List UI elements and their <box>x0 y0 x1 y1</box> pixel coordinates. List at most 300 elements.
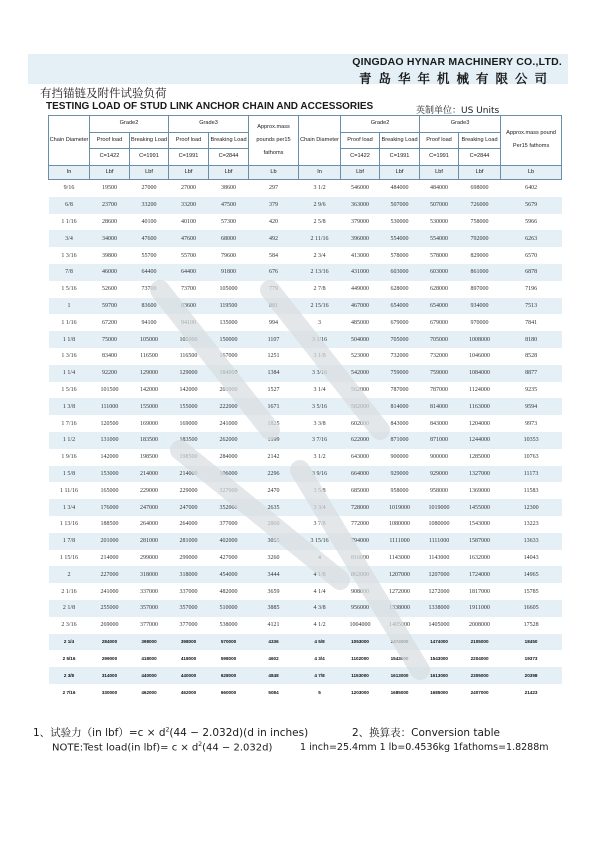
cell-mass-right: 9235 <box>525 386 538 393</box>
cell-mass-right: 10353 <box>501 432 562 449</box>
cell-grade2-breaking: 27000 <box>141 185 157 192</box>
cell-chain-diameter-right: 2 11/16 <box>299 230 341 247</box>
cell-mass: 584 <box>269 252 279 259</box>
cell-chain-diameter: 1 <box>49 298 90 315</box>
cell-grade2-proof: 46000 <box>90 264 130 281</box>
formula-cn-exponent: 2 <box>165 726 170 734</box>
cell-mass: 379 <box>249 197 299 214</box>
table-row <box>49 331 562 348</box>
cell-grade2-breaking-right: 578000 <box>390 252 409 259</box>
cell-mass: 492 <box>249 230 299 247</box>
cell-chain-diameter-right: 2 13/16 <box>299 264 341 281</box>
cell-grade3-proof: 155000 <box>169 398 209 415</box>
cell-chain-diameter: 1 5/16 <box>61 386 77 393</box>
unit-lb: Lb <box>249 165 299 180</box>
cell-grade3-breaking-right: 1285000 <box>469 454 491 461</box>
cell-grade2-proof-right: 728000 <box>341 499 380 516</box>
cell-grade2-proof-right: 794000 <box>341 533 380 550</box>
cell-grade2-breaking: 398000 <box>130 634 169 651</box>
cell-grade3-proof: 40100 <box>181 218 197 225</box>
cell-grade3-breaking-right: 970000 <box>470 319 489 326</box>
cell-grade2-breaking: 318000 <box>130 566 169 583</box>
cell-grade3-proof-right: 958000 <box>430 487 449 494</box>
header-coefficient: C=1991 <box>130 149 169 166</box>
cell-chain-diameter: 2 7/16 <box>62 689 76 695</box>
cell-grade2-proof-right: 908000 <box>351 588 370 595</box>
cell-chain-diameter-right: 5 <box>318 689 321 695</box>
cell-grade3-proof-right: 1613000 <box>420 667 459 684</box>
header-breaking-load: Breaking Load <box>209 132 249 149</box>
cell-grade3-breaking: 203000 <box>219 386 238 393</box>
cell-grade3-breaking: 57300 <box>221 218 237 225</box>
cell-grade2-proof: 255000 <box>90 600 130 617</box>
cell-grade2-breaking-right: 530000 <box>390 218 409 225</box>
cell-grade3-proof: 142000 <box>179 386 198 393</box>
table-row <box>49 482 562 499</box>
table-row <box>49 264 562 281</box>
cell-mass-right: 8180 <box>501 331 562 348</box>
cell-grade3-proof-right: 507000 <box>420 197 459 214</box>
table-row <box>49 650 562 667</box>
cell-grade3-breaking: 510000 <box>209 600 249 617</box>
cell-grade2-proof-right: 562000 <box>351 386 370 393</box>
cell-grade3-proof-right: 1272000 <box>428 588 450 595</box>
cell-grade3-breaking-right: 1244000 <box>459 432 501 449</box>
cell-grade3-proof-right: 705000 <box>420 331 459 348</box>
cell-grade3-breaking: 306000 <box>209 466 249 483</box>
cell-grade3-proof-right: 1143000 <box>428 554 450 561</box>
cell-grade2-breaking-right: 705000 <box>380 331 420 348</box>
cell-grade3-proof: 299000 <box>179 554 198 561</box>
cell-grade2-proof: 165000 <box>100 487 119 494</box>
conversion-title: 2、换算表：Conversion table <box>352 727 500 739</box>
cell-grade2-breaking: 229000 <box>140 487 158 494</box>
cell-mass: 3885 <box>249 600 299 617</box>
cell-grade3-proof: 318000 <box>169 566 209 583</box>
cell-grade3-proof-right: 1543000 <box>430 656 448 662</box>
cell-chain-diameter: 3/4 <box>49 230 90 247</box>
table-row <box>49 180 562 197</box>
cell-grade3-proof: 264000 <box>179 521 198 528</box>
table-row <box>49 449 562 466</box>
cell-chain-diameter-right: 2 7/8 <box>313 286 326 293</box>
cell-grade2-proof-right: 816000 <box>351 554 370 561</box>
cell-grade2-breaking: 116500 <box>140 353 158 360</box>
cell-grade3-proof: 214000 <box>169 466 209 483</box>
cell-chain-diameter-right: 3 15/16 <box>299 533 341 550</box>
cell-grade2-proof-right: 685000 <box>351 487 370 494</box>
cell-grade2-proof: 241000 <box>100 588 119 595</box>
cell-grade3-breaking-right: 1163000 <box>459 398 501 415</box>
cell-grade2-proof-right: 523000 <box>351 353 370 360</box>
cell-mass: 3659 <box>267 588 280 595</box>
cell-grade3-breaking-right: 2105000 <box>459 634 501 651</box>
cell-grade3-proof-right: 578000 <box>430 252 449 259</box>
cell-chain-diameter: 1 7/8 <box>49 533 90 550</box>
cell-chain-diameter-right: 4 1/4 <box>313 588 326 595</box>
cell-grade3-breaking: 454000 <box>209 566 249 583</box>
cell-grade2-breaking-right: 787000 <box>390 386 409 393</box>
cell-grade2-breaking: 264000 <box>140 521 158 528</box>
cell-grade2-proof-right: 379000 <box>351 218 370 225</box>
cell-grade3-breaking: 660000 <box>220 689 237 695</box>
table-row <box>49 348 562 365</box>
cell-chain-diameter: 1 9/16 <box>61 454 77 461</box>
cell-grade3-proof: 83600 <box>169 298 209 315</box>
header-proof-load-right: Proof load <box>341 132 380 149</box>
cell-chain-diameter-right: 3 9/16 <box>299 466 341 483</box>
cell-grade3-breaking: 79600 <box>221 252 237 259</box>
cell-mass-right: 6878 <box>501 264 562 281</box>
unit-lbf: Lbf <box>459 165 501 180</box>
cell-chain-diameter: 2 1/16 <box>61 588 77 595</box>
cell-grade3-proof-right: 787000 <box>430 386 449 393</box>
cell-mass: 420 <box>269 218 279 225</box>
cell-mass-right: 7841 <box>525 319 538 326</box>
cell-grade3-breaking-right: 2204000 <box>470 656 489 662</box>
cell-mass: 1671 <box>249 398 299 415</box>
cell-grade2-breaking-right: 1207000 <box>380 566 420 583</box>
cell-grade2-breaking-right: 603000 <box>380 264 420 281</box>
cell-grade3-breaking: 91800 <box>209 264 249 281</box>
cell-grade3-breaking-right: 1369000 <box>469 487 491 494</box>
cell-chain-diameter: 1 1/8 <box>49 331 90 348</box>
cell-grade2-breaking-right: 759000 <box>380 365 420 382</box>
cell-grade2-proof: 19500 <box>102 185 117 192</box>
cell-grade2-breaking: 462000 <box>141 689 157 695</box>
header-chain-diameter: Chain Diameter <box>49 116 90 166</box>
cell-grade2-proof: 284000 <box>90 634 130 651</box>
cell-grade2-breaking-right: 929000 <box>380 466 420 483</box>
cell-grade3-breaking-right: 2008000 <box>469 622 491 629</box>
cell-grade2-breaking-right: 1543000 <box>390 656 409 662</box>
cell-grade3-proof: 198500 <box>179 454 198 461</box>
cell-mass-right: 7196 <box>525 286 538 293</box>
cell-grade2-proof: 214000 <box>100 554 119 561</box>
cell-chain-diameter: 1 13/16 <box>59 521 79 528</box>
header-mass-right: Approx.mass pound Per15 fathoms <box>501 116 562 166</box>
cell-mass: 4121 <box>267 622 280 629</box>
cell-grade2-proof: 52600 <box>102 286 117 293</box>
cell-mass-right: 6570 <box>525 252 538 259</box>
cell-grade2-proof-right: 504000 <box>341 331 380 348</box>
cell-grade2-breaking-right: 654000 <box>380 298 420 315</box>
cell-chain-diameter: 9/16 <box>63 185 75 192</box>
formula-cn <box>33 725 308 740</box>
unit-in: In <box>49 165 90 180</box>
cell-grade2-breaking: 198500 <box>140 454 158 461</box>
table-row <box>49 566 562 583</box>
header-coefficient: C=1422 <box>90 149 130 166</box>
cell-grade3-breaking-right: 1817000 <box>469 588 491 595</box>
cell-grade3-proof-right: 1474000 <box>420 634 459 651</box>
cell-grade3-breaking: 538000 <box>219 622 238 629</box>
cell-mass-right: 9594 <box>501 398 562 415</box>
cell-chain-diameter: 2 3/8 <box>49 667 90 684</box>
cell-grade3-proof-right: 929000 <box>420 466 459 483</box>
cell-grade2-proof-right: 542000 <box>341 365 380 382</box>
title-cn: 有挡锚链及附件试验负荷 <box>40 86 167 100</box>
cell-grade3-breaking-right: 2407000 <box>470 689 489 695</box>
table-row <box>49 398 562 415</box>
table-row <box>49 230 562 247</box>
cell-grade2-proof: 188500 <box>100 521 119 528</box>
cell-grade3-breaking: 427000 <box>219 554 238 561</box>
cell-chain-diameter: 1 15/16 <box>59 554 79 561</box>
cell-grade3-breaking-right: 1587000 <box>459 533 501 550</box>
cell-grade3-proof: 129000 <box>169 365 209 382</box>
cell-chain-diameter: 2 1/4 <box>49 634 90 651</box>
cell-grade3-proof: 116500 <box>179 353 198 360</box>
cell-grade3-breaking-right: 1724000 <box>459 566 501 583</box>
unit-lbf: Lbf <box>380 165 420 180</box>
cell-grade3-proof: 105000 <box>169 331 209 348</box>
cell-grade3-breaking: 119500 <box>209 298 249 315</box>
cell-chain-diameter-right: 4 7/8 <box>299 667 341 684</box>
cell-mass: 5084 <box>268 689 279 695</box>
cell-grade2-breaking: 47600 <box>130 230 169 247</box>
cell-grade2-proof: 131000 <box>90 432 130 449</box>
cell-grade2-breaking: 281000 <box>130 533 169 550</box>
cell-grade3-proof-right: 530000 <box>430 218 449 225</box>
cell-chain-diameter-right: 3 7/16 <box>299 432 341 449</box>
table-row <box>49 214 562 231</box>
cell-mass: 881 <box>249 298 299 315</box>
cell-grade3-breaking-right: 726000 <box>459 197 501 214</box>
cell-grade3-breaking: 47500 <box>209 197 249 214</box>
table-row <box>49 365 562 382</box>
cell-grade2-breaking: 40100 <box>141 218 157 225</box>
cell-grade2-proof: 153000 <box>90 466 130 483</box>
cell-grade3-breaking-right: 1124000 <box>469 386 490 393</box>
cell-chain-diameter: 2 1/8 <box>49 600 90 617</box>
test-load-table <box>48 115 562 701</box>
cell-mass-right: 5679 <box>501 197 562 214</box>
cell-mass-right: 19373 <box>524 656 538 662</box>
cell-grade3-breaking: 135000 <box>219 319 238 326</box>
cell-chain-diameter-right: 3 1/4 <box>313 386 326 393</box>
cell-grade2-proof: 28600 <box>102 218 117 225</box>
cell-grade3-proof-right: 1111000 <box>420 533 459 550</box>
cell-grade2-breaking-right: 843000 <box>390 420 409 427</box>
cell-mass: 994 <box>269 319 279 326</box>
cell-grade2-breaking-right: 1019000 <box>380 499 420 516</box>
cell-grade2-proof-right: 582000 <box>341 398 380 415</box>
cell-mass-right: 10763 <box>523 454 539 461</box>
test-load-table-container <box>48 115 561 701</box>
cell-grade2-proof: 75000 <box>90 331 130 348</box>
cell-grade2-breaking: 214000 <box>130 466 169 483</box>
cell-grade2-breaking-right: 732000 <box>390 353 409 360</box>
unit-lbf: Lbf <box>341 165 380 180</box>
cell-mass-right: 18450 <box>501 634 562 651</box>
header-breaking-load: Breaking Load <box>130 132 169 149</box>
cell-chain-diameter-right: 2 15/16 <box>299 298 341 315</box>
company-name-cn: 青岛华年机械有限公司 <box>358 72 554 86</box>
cell-grade3-breaking: 598000 <box>220 656 237 662</box>
cell-mass: 1107 <box>249 331 299 348</box>
cell-grade3-breaking-right: 934000 <box>459 298 501 315</box>
table-row <box>49 298 562 315</box>
cell-grade2-proof: 39800 <box>102 252 117 259</box>
cell-chain-diameter: 1 3/4 <box>49 499 90 516</box>
cell-grade2-breaking-right: 1272000 <box>389 588 411 595</box>
cell-grade2-breaking-right: 814000 <box>380 398 420 415</box>
conversion-table: 1 inch=25.4mm 1 lb=0.4536kg 1fathoms=1.8288m <box>300 742 549 753</box>
cell-grade3-proof: 183500 <box>169 432 209 449</box>
cell-grade2-proof: 314000 <box>90 667 130 684</box>
cell-grade3-breaking: 68000 <box>209 230 249 247</box>
table-row <box>49 634 562 651</box>
cell-chain-diameter-right: 3 7/8 <box>313 521 326 528</box>
cell-grade2-breaking-right: 679000 <box>390 319 409 326</box>
cell-grade3-breaking-right: 897000 <box>470 286 489 293</box>
cell-chain-diameter-right: 2 3/4 <box>313 252 326 259</box>
cell-chain-diameter-right: 2 5/8 <box>313 218 326 225</box>
cell-mass-right: 14965 <box>501 566 562 583</box>
cell-grade3-breaking-right: 829000 <box>470 252 489 259</box>
cell-grade3-proof: 462000 <box>180 689 197 695</box>
cell-grade3-proof: 377000 <box>179 622 198 629</box>
cell-mass: 1384 <box>249 365 299 382</box>
cell-grade2-proof: 120500 <box>100 420 119 427</box>
title-en: TESTING LOAD OF STUD LINK ANCHOR CHAIN AND ACCESSORIES <box>46 101 374 112</box>
header-grade3-right: Grade3 <box>420 116 501 133</box>
cell-grade3-proof: 281000 <box>169 533 209 550</box>
cell-grade3-breaking: 352000 <box>209 499 249 516</box>
cell-mass: 1999 <box>249 432 299 449</box>
cell-mass: 779 <box>269 286 279 293</box>
cell-grade2-breaking: 83600 <box>130 298 169 315</box>
table-row <box>49 667 562 684</box>
cell-grade3-breaking-right: 1911000 <box>459 600 501 617</box>
cell-grade2-proof: 34000 <box>90 230 130 247</box>
cell-grade3-breaking-right: 1327000 <box>459 466 501 483</box>
cell-chain-diameter: 1 3/16 <box>61 252 77 259</box>
cell-mass-right: 9973 <box>525 420 538 427</box>
cell-grade3-proof-right: 732000 <box>430 353 449 360</box>
cell-grade3-breaking-right: 1008000 <box>459 331 501 348</box>
cell-grade3-breaking: 482000 <box>219 588 238 595</box>
cell-grade2-breaking-right: 484000 <box>390 185 409 192</box>
cell-grade2-proof: 176000 <box>90 499 130 516</box>
cell-chain-diameter: 1 3/8 <box>49 398 90 415</box>
cell-grade3-proof-right: 814000 <box>420 398 459 415</box>
cell-grade2-proof-right: 546000 <box>351 185 370 192</box>
cell-grade3-breaking: 184000 <box>209 365 249 382</box>
header-grade2: Grade2 <box>90 116 169 133</box>
cell-grade2-breaking-right: 1613000 <box>380 667 420 684</box>
cell-grade2-proof: 59700 <box>90 298 130 315</box>
formula-cn-prefix: 1、试验力（in lbf）=c × d <box>33 727 166 739</box>
cell-chain-diameter: 1 7/16 <box>61 420 77 427</box>
cell-grade3-proof-right: 484000 <box>430 185 449 192</box>
cell-grade3-breaking: 402000 <box>209 533 249 550</box>
cell-grade3-breaking-right: 2305000 <box>459 667 501 684</box>
table-row <box>49 415 562 432</box>
cell-grade3-breaking: 150000 <box>209 331 249 348</box>
header-grade3: Grade3 <box>169 116 249 133</box>
cell-grade3-breaking-right: 698000 <box>470 185 489 192</box>
cell-mass-right: 20398 <box>501 667 562 684</box>
cell-chain-diameter-right: 4 3/8 <box>299 600 341 617</box>
cell-grade2-breaking: 299000 <box>140 554 158 561</box>
cell-mass-right: 6402 <box>525 185 538 192</box>
cell-grade3-proof: 73700 <box>181 286 197 293</box>
header-coefficient: C=1991 <box>169 149 209 166</box>
cell-grade2-proof-right: 1203000 <box>351 689 369 695</box>
cell-grade2-proof: 23700 <box>90 197 130 214</box>
cell-mass-right: 5966 <box>525 218 538 225</box>
cell-grade3-proof-right: 1685000 <box>430 689 448 695</box>
table-row <box>49 197 562 214</box>
cell-mass-right: 16605 <box>501 600 562 617</box>
cell-grade3-proof-right: 1405000 <box>428 622 450 629</box>
cell-grade2-proof-right: 1102000 <box>351 656 369 662</box>
formula-cn-suffix: (44 − 2.032d)(d in inches) <box>169 727 309 739</box>
cell-grade3-breaking: 570000 <box>209 634 249 651</box>
cell-grade3-proof: 398000 <box>169 634 209 651</box>
formula-en-exponent: 2 <box>198 741 203 748</box>
cell-chain-diameter-right: 4 5/8 <box>299 634 341 651</box>
cell-grade2-proof-right: 1053000 <box>341 634 380 651</box>
cell-chain-diameter: 1 1/16 <box>61 319 77 326</box>
cell-grade3-proof: 169000 <box>179 420 198 427</box>
cell-grade3-proof-right: 843000 <box>430 420 449 427</box>
cell-mass: 4848 <box>249 667 299 684</box>
cell-grade2-proof-right: 772000 <box>351 521 370 528</box>
cell-mass-right: 13223 <box>523 521 539 528</box>
cell-grade2-proof-right: 467000 <box>341 298 380 315</box>
table-row <box>49 314 562 331</box>
cell-grade3-proof: 55700 <box>181 252 197 259</box>
table-row <box>49 466 562 483</box>
unit-lbf: Lbf <box>169 165 209 180</box>
unit-lbf: Lbf <box>420 165 459 180</box>
formula-en <box>52 741 272 753</box>
cell-mass: 4602 <box>268 656 279 662</box>
cell-chain-diameter: 1 5/16 <box>61 286 77 293</box>
cell-grade3-proof-right: 1338000 <box>420 600 459 617</box>
cell-grade3-breaking-right: 1204000 <box>469 420 491 427</box>
cell-mass: 4336 <box>249 634 299 651</box>
cell-mass-right: 8528 <box>525 353 538 360</box>
cell-mass: 2635 <box>249 499 299 516</box>
cell-grade3-breaking: 222000 <box>209 398 249 415</box>
cell-grade3-breaking-right: 861000 <box>459 264 501 281</box>
cell-grade3-breaking-right: 1455000 <box>459 499 501 516</box>
cell-grade3-breaking-right: 758000 <box>470 218 489 225</box>
cell-grade2-breaking-right: 1338000 <box>380 600 420 617</box>
cell-chain-diameter: 7/8 <box>49 264 90 281</box>
cell-grade2-breaking: 105000 <box>130 331 169 348</box>
cell-grade2-proof-right: 363000 <box>341 197 380 214</box>
cell-mass: 297 <box>269 185 279 192</box>
cell-grade2-breaking: 64400 <box>130 264 169 281</box>
cell-grade2-breaking-right: 1474000 <box>380 634 420 651</box>
cell-chain-diameter: 2 <box>49 566 90 583</box>
cell-grade2-proof: 201000 <box>90 533 130 550</box>
cell-mass-right: 15785 <box>523 588 539 595</box>
cell-grade2-proof-right: 431000 <box>341 264 380 281</box>
cell-chain-diameter-right: 3 5/8 <box>313 487 326 494</box>
table-row <box>49 432 562 449</box>
cell-mass: 2142 <box>267 454 280 461</box>
cell-mass: 2470 <box>267 487 280 494</box>
table-row <box>49 550 562 567</box>
cell-grade2-breaking: 440000 <box>130 667 169 684</box>
table-row <box>49 382 562 399</box>
